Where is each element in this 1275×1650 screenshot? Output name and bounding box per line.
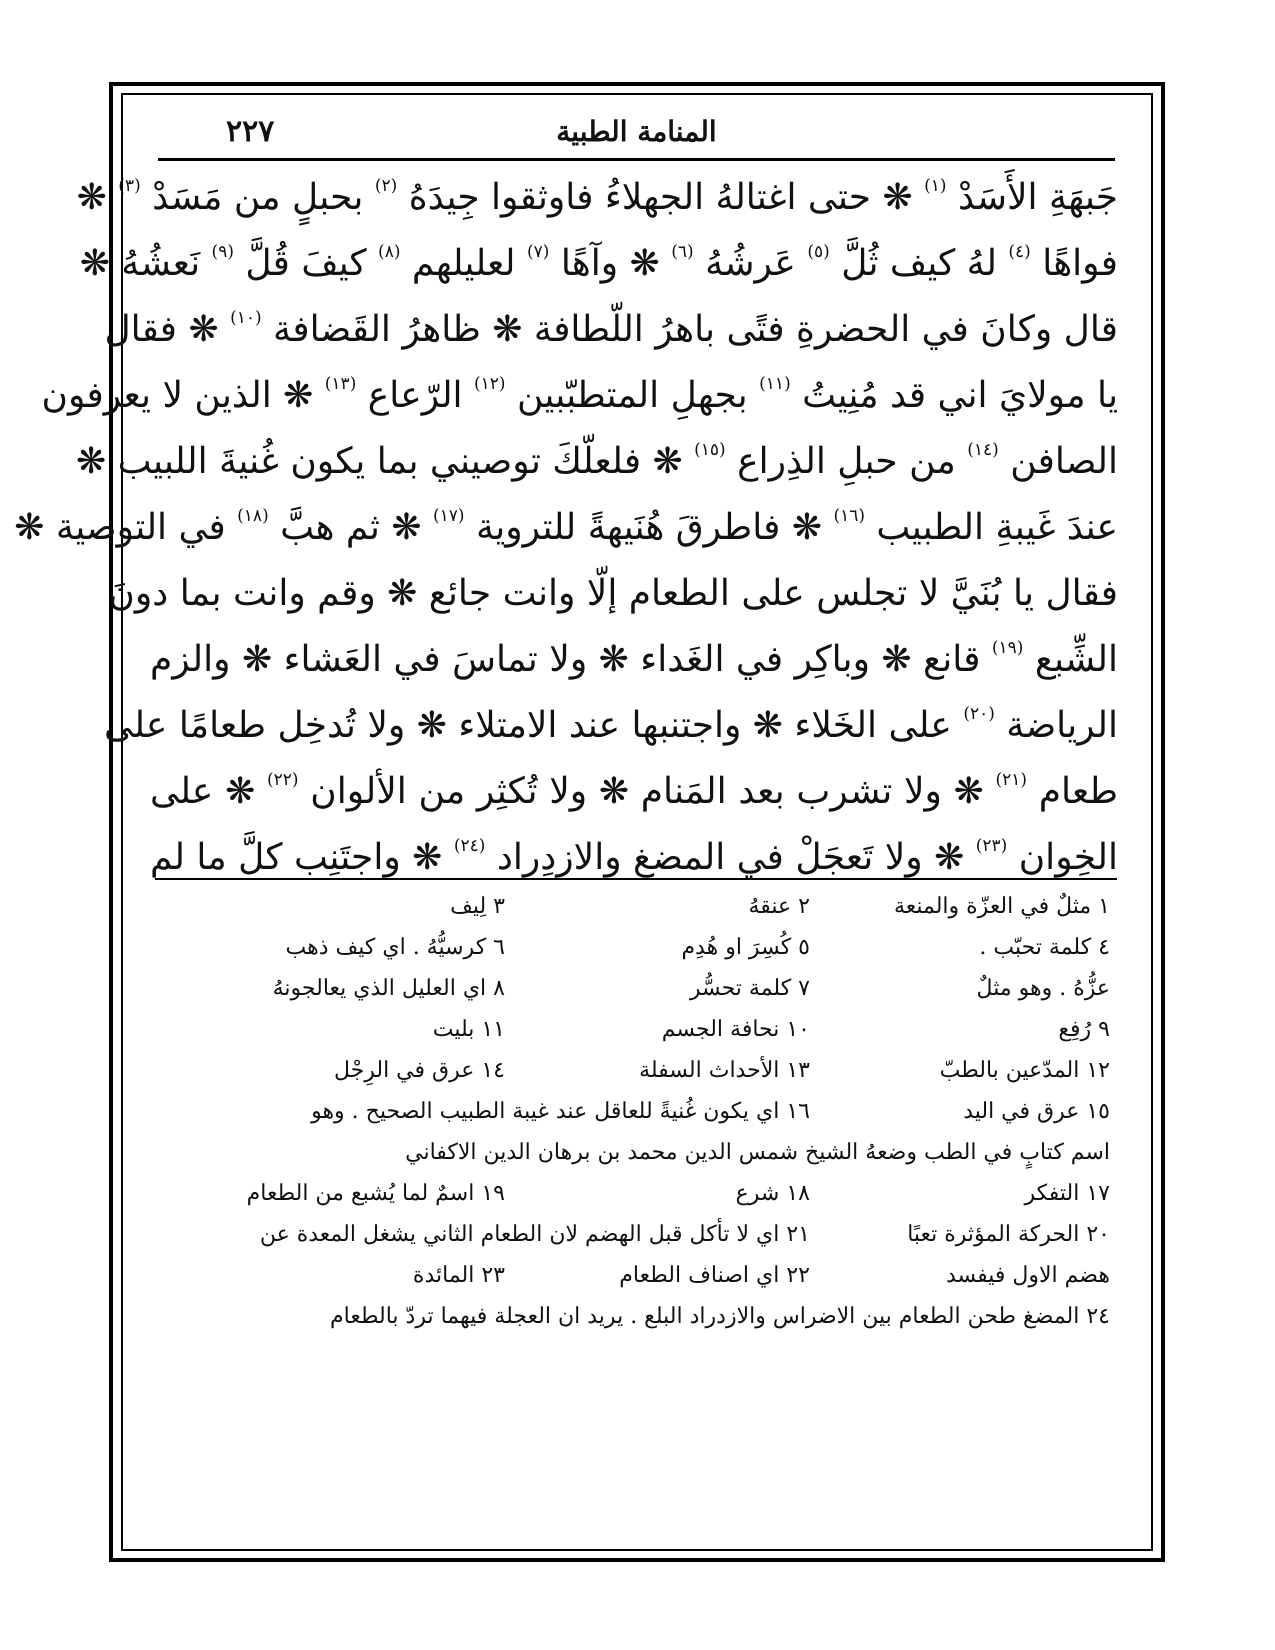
footnote-marker: (١٥) (694, 440, 726, 460)
text-line: الشِّبع $^{(١٩)}$ قانع ❋ وباكِر في الغَداء ❋ ولا تماسَ في العَشاء ❋ والزم (150, 638, 1118, 680)
footnote-marker: (١) (924, 176, 947, 196)
footnote-marker: (٥) (807, 242, 830, 262)
running-title: المنامة الطبية (556, 115, 717, 148)
footnote-marker: (٢٤) (453, 836, 486, 856)
footnote-text: اسم كتابٍ في الطب وضعهُ الشيخ شمس الدين محمد بن برهان الدين الاكفاني (405, 1140, 1110, 1165)
footnote-entry: عزُّهُ . وهو مثلٌ (976, 976, 1110, 1001)
footnote-entry: ٧ كلمة تحسُّر (689, 976, 810, 1001)
footnote-marker: (١٣) (324, 374, 357, 394)
footnote-row (150, 1132, 1110, 1173)
footnote-marker: (٦) (671, 242, 694, 262)
footnote-row (150, 968, 1110, 1009)
footnote-entry: ٢٠ الحركة المؤثرة تعبًا (907, 1222, 1110, 1247)
footnote-row (150, 1255, 1110, 1296)
text-line: الخِوان $^{(٢٣)}$ ❋ ولا تَعجَلْ في المضغ والازدِراد $^{(٢٤)}$ ❋ واجتَنِب كلَّ ما لم (150, 836, 1118, 878)
footnote-entry: ٦ كرسيُّهُ . اي كيف ذهب (285, 935, 505, 960)
footnote-marker: (١٦) (833, 506, 865, 526)
footnote-marker: (٢٢) (267, 770, 299, 790)
footnote-entry: ٤ كلمة تحبّب . (979, 935, 1110, 960)
footnote-entry: ١٢ المدّعين بالطبّ (939, 1058, 1110, 1083)
footnote-marker: (١٧) (432, 506, 465, 526)
footnote-entry: ١٣ الأحداث السفلة (639, 1058, 810, 1083)
footnote-entry: ٢١ اي لا تأكل قبل الهضم لان الطعام الثاني يشغل المعدة عن (259, 1222, 810, 1247)
footnote-entry: ٩ رُفِع (1058, 1017, 1110, 1042)
footnote-entry: ١١ بليت (432, 1017, 505, 1042)
footnote-marker: (٩) (211, 242, 234, 262)
footnote-marker: (١٩) (991, 638, 1024, 658)
footnote-row (150, 1173, 1110, 1214)
footnote-marker: (٧) (526, 242, 550, 262)
text-line: يا مولايَ اني قد مُنِيتُ $^{(١١)}$ بجهلِ المتطبّبين $^{(١٢)}$ الرّعاع $^{(١٣)}$ ❋ الذين لا يعرفون (41, 374, 1118, 416)
footnote-row (150, 1214, 1110, 1255)
footnote-row (150, 886, 1110, 927)
footnote-marker: (٨) (378, 242, 401, 262)
text-line: طعام $^{(٢١)}$ ❋ ولا تشرب بعد المَنام ❋ ولا تُكثِر من الألوان $^{(٢٢)}$ ❋ على (150, 770, 1118, 812)
footnote-marker: (١٨) (237, 506, 269, 526)
footnote-marker: (٢٣) (975, 836, 1008, 856)
text-line: فقال يا بُنَيَّ لا تجلس على الطعام إلّا وانت جائع ❋ وقم وانت بما دونَ (108, 573, 1118, 614)
text-line: قال وكانَ في الحضرةِ فتًى باهرُ اللّطافة ❋ ظاهرُ القَضافة $^{(١٠)}$ ❋ فقال (104, 308, 1118, 350)
footnote-entry: ١٩ اسمٌ لما يُشبع من الطعام (246, 1181, 505, 1206)
footnote-marker: (١٠) (230, 308, 262, 328)
footnote-entry: ٣ لِيف (450, 894, 505, 919)
footnote-entry: ١٦ اي يكون غُنيةً للعاقل عند غيبة الطبيب الصحيح . وهو (311, 1099, 810, 1124)
text-line: الصافن $^{(١٤)}$ من حبلِ الذِراع $^{(١٥)}$ ❋ فلعلّكَ توصيني بما يكون غُنيةَ اللبيب ❋ (76, 440, 1118, 482)
text-line: الرياضة $^{(٢٠)}$ على الخَلاء ❋ واجتنبها عند الامتلاء ❋ ولا تُدخِل طعامًا على (103, 704, 1118, 746)
footnote-row (150, 1296, 1110, 1337)
footnote-marker: (٢١) (995, 770, 1027, 790)
main-text (14, 165, 1118, 891)
footnote-entry: ١٧ التفكر (1024, 1181, 1110, 1206)
footnote-entry: ٢٢ اي اصناف الطعام (619, 1263, 810, 1288)
footnote-row (150, 927, 1110, 968)
text-line: جَبهَةِ الأَسَدْ $^{(١)}$ ❋ حتى اغتالهُ الجهلاءُ فاوثقوا جِيدَهُ $^{(٢)}$ بحبلٍ من مَسَدْ $^{(٣)}$ ❋ (76, 176, 1118, 218)
footnote-marker: (٤) (1008, 242, 1031, 262)
footnote-entry: ١٠ نحافة الجسم (661, 1017, 810, 1042)
header-rule (158, 158, 1115, 161)
footnote-entry: ١٤ عرق في الرِجْل (333, 1058, 505, 1083)
footnote-marker: (١١) (759, 374, 791, 394)
footnote-marker: (٣) (118, 176, 141, 196)
footnote-row (150, 1091, 1110, 1132)
footnote-marker: (٢) (374, 176, 398, 196)
footnote-entry: ٢ عنقهُ (748, 894, 810, 919)
footnote-entry: ١ مثلٌ في العزّة والمنعة (893, 894, 1110, 919)
footnotes (150, 886, 1110, 1337)
footnote-entry: ١٨ شرع (735, 1181, 810, 1206)
page-number: ٢٢٧ (226, 114, 275, 149)
footnote-marker: (١٤) (967, 440, 999, 460)
page-header (158, 112, 1115, 158)
footnote-entry: ٢٣ المائدة (412, 1263, 505, 1288)
text-line: عندَ غَيبةِ الطبيب $^{(١٦)}$ ❋ فاطرقَ هُنَيهةً للتروية $^{(١٧)}$ ❋ ثم هبَّ $^{(١٨)}$ في التوصية ❋ (14, 506, 1118, 548)
footnote-entry: ٨ اي العليل الذي يعالجونهُ (272, 976, 505, 1001)
footnote-marker: (١٢) (473, 374, 506, 394)
footnote-entry: هضم الاول فيفسد (945, 1263, 1110, 1288)
footnote-separator (155, 878, 1117, 880)
footnote-marker: (٢٠) (963, 704, 995, 724)
footnote-row (150, 1009, 1110, 1050)
footnote-row (150, 1050, 1110, 1091)
text-line: فواهًا $^{(٤)}$ لهُ كيف ثُلَّ $^{(٥)}$ عَرشُهُ $^{(٦)}$ ❋ وآهًا $^{(٧)}$ لعليلهم $^{(٨)}$ كيفَ قُلَّ $^{(٩)}$ نَعشُهُ ❋ (79, 242, 1118, 284)
footnote-entry: ٥ كُسِرَ او هُدِم (681, 935, 810, 960)
footnote-text: ٢٤ المضغ طحن الطعام بين الاضراس والازدراد البلع . يريد ان العجلة فيهما تردّ بالطعام (330, 1304, 1110, 1329)
footnote-entry: ١٥ عرق في اليد (963, 1099, 1110, 1124)
